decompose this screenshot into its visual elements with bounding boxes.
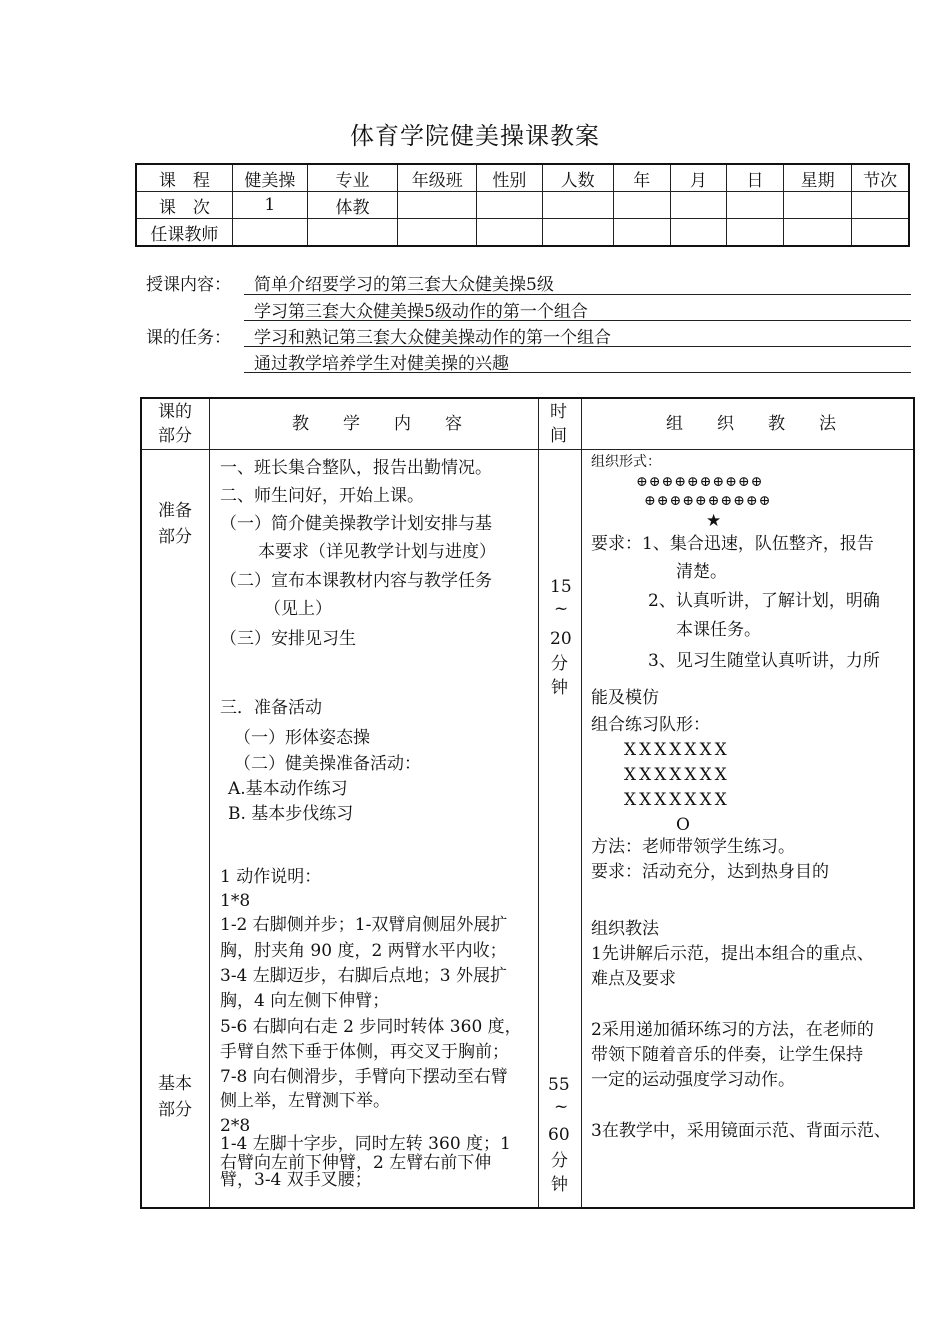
row-divider <box>142 449 913 450</box>
header-table <box>135 163 910 247</box>
formation-row-2: ⊕⊕⊕⊕⊕⊕⊕⊕⊕⊕ <box>644 493 772 509</box>
cell <box>852 192 909 219</box>
task-label: 课的任务： <box>146 328 231 348</box>
header-time-2: 间 <box>550 426 567 446</box>
formation-x-row: XXXXXXX <box>624 790 730 810</box>
prep-time: 20 <box>550 629 572 649</box>
cell: 任课教师 <box>136 219 232 247</box>
formation-x-row: XXXXXXX <box>624 765 730 785</box>
basic-line: 1-2 右脚侧并步；1-双臂肩侧屈外展扩 <box>220 915 508 935</box>
header-content: 教 学 内 容 <box>292 414 462 434</box>
cell <box>784 219 852 247</box>
basic-time: 钟 <box>551 1175 568 1195</box>
basic-line: 2*8 <box>220 1116 251 1136</box>
prep-line: 一、班长集合整队，报告出勤情况。 <box>220 458 492 478</box>
method-line: 1先讲解后示范，提出本组合的重点、 <box>591 944 874 964</box>
prep-label-1: 准备 <box>158 501 192 521</box>
basic-line: 7-8 向右侧滑步，手臂向下摆动至右臂 <box>220 1067 508 1087</box>
cell <box>670 192 726 219</box>
cell <box>542 219 613 247</box>
content-line-1: 简单介绍要学习的第三套大众健美操5级 <box>254 275 554 295</box>
cell: 健美操 <box>232 164 307 192</box>
cell <box>232 219 307 247</box>
cell <box>784 192 852 219</box>
cell <box>307 219 397 247</box>
method-line: 组合练习队形： <box>591 715 710 735</box>
header-time-1: 时 <box>550 402 567 422</box>
header-row-3 <box>136 219 909 247</box>
prep-line: （一）形体姿态操 <box>234 728 370 748</box>
prep-time: ~ <box>554 599 569 619</box>
basic-line: 1*8 <box>220 891 251 911</box>
underline <box>244 320 911 321</box>
method-line: 3在教学中，采用镜面示范、背面示范、 <box>591 1121 891 1141</box>
cell: 年 <box>613 164 670 192</box>
prep-time: 钟 <box>551 678 568 698</box>
cell <box>852 219 909 247</box>
prep-line: A.基本动作练习 <box>228 779 348 799</box>
basic-line: 1-4 左脚十字步，同时左转 360 度；1 <box>220 1134 511 1154</box>
basic-line: 侧上举，左臂测下举。 <box>220 1091 390 1111</box>
method-line: 带领下随着音乐的伴奏，让学生保持 <box>591 1045 863 1065</box>
prep-line: （二）宣布本课教材内容与教学任务 <box>220 571 492 591</box>
cell <box>613 219 670 247</box>
prep-time: 15 <box>550 577 572 597</box>
method-line: 方法：老师带领学生练习。 <box>591 837 795 857</box>
prep-line: （二）健美操准备活动： <box>234 754 421 774</box>
formation-row-1: ⊕⊕⊕⊕⊕⊕⊕⊕⊕⊕ <box>636 474 764 490</box>
cell: 月 <box>670 164 726 192</box>
method-line: 3、见习生随堂认真听讲，力所 <box>648 651 880 671</box>
basic-line: 胸，肘夹角 90 度，2 两臂水平内收； <box>220 941 507 961</box>
col-divider <box>209 399 210 1207</box>
method-line: 能及模仿 <box>591 688 659 708</box>
prep-time: 分 <box>551 654 568 674</box>
cell: 年级班 <box>398 164 477 192</box>
cell: 节次 <box>852 164 909 192</box>
header-part-1: 课的 <box>158 402 192 422</box>
underline <box>244 294 911 295</box>
cell: 1 <box>232 192 307 219</box>
prep-line: （见上） <box>264 599 332 619</box>
basic-line: 臂，3-4 双手叉腰； <box>220 1170 372 1190</box>
cell <box>670 219 726 247</box>
prep-line: （三）安排见习生 <box>220 629 356 649</box>
page-title: 体育学院健美操课教案 <box>350 122 600 150</box>
cell <box>613 192 670 219</box>
prep-line: （一）简介健美操教学计划安排与基 <box>220 514 492 534</box>
basic-line: 右臂向左前下伸臂，2 左臂右前下伸 <box>220 1153 492 1173</box>
cell <box>542 192 613 219</box>
cell: 星期 <box>784 164 852 192</box>
content-label: 授课内容： <box>146 275 231 295</box>
cell <box>477 192 542 219</box>
formation-x-row: XXXXXXX <box>624 740 730 760</box>
teacher-star-icon: ★ <box>706 511 722 531</box>
underline <box>244 346 911 347</box>
method-line: 要求：活动充分，达到热身目的 <box>591 862 829 882</box>
cell <box>477 219 542 247</box>
method-line: 清楚。 <box>676 562 727 582</box>
method-line: 组织教法 <box>591 919 659 939</box>
cell: 课 程 <box>136 164 232 192</box>
underline <box>244 372 911 373</box>
col-divider <box>581 399 582 1207</box>
task-line-1: 学习和熟记第三套大众健美操动作的第一个组合 <box>254 328 611 348</box>
basic-time: ~ <box>554 1097 569 1117</box>
header-method: 组 织 教 法 <box>666 414 836 434</box>
cell <box>398 192 477 219</box>
cell: 人数 <box>542 164 613 192</box>
header-row-2 <box>136 192 909 219</box>
method-line: 2、认真听讲，了解计划，明确 <box>648 591 880 611</box>
basic-line: 胸，4 向左侧下伸臂； <box>220 991 390 1011</box>
cell: 体教 <box>307 192 397 219</box>
basic-line: 5-6 右脚向右走 2 步同时转体 360 度， <box>220 1017 522 1037</box>
method-line: 难点及要求 <box>591 969 676 989</box>
cell: 日 <box>726 164 783 192</box>
header-row-1 <box>136 164 909 192</box>
col-divider <box>538 399 539 1207</box>
cell <box>726 219 783 247</box>
cell: 性别 <box>477 164 542 192</box>
prep-line: 三．准备活动 <box>220 698 322 718</box>
basic-line: 1 动作说明： <box>220 867 322 887</box>
content-line-2: 学习第三套大众健美操5级动作的第一个组合 <box>254 302 588 322</box>
cell <box>398 219 477 247</box>
cell: 课 次 <box>136 192 232 219</box>
basic-time: 分 <box>551 1151 568 1171</box>
method-line: 要求：1、集合迅速，队伍整齐，报告 <box>591 534 874 554</box>
cell: 专业 <box>307 164 397 192</box>
prep-line: B. 基本步伐练习 <box>228 804 354 824</box>
method-line: 本课任务。 <box>676 620 761 640</box>
header-part-2: 部分 <box>158 426 192 446</box>
cell <box>726 192 783 219</box>
prep-line: 本要求（详见教学计划与进度） <box>258 542 496 562</box>
formation-teacher: O <box>676 815 690 835</box>
lesson-table <box>140 397 915 1209</box>
method-form-label: 组织形式： <box>591 454 661 470</box>
basic-line: 3-4 左脚迈步，右脚后点地；3 外展扩 <box>220 966 507 986</box>
prep-label-2: 部分 <box>158 527 192 547</box>
basic-label-1: 基本 <box>158 1074 192 1094</box>
basic-line: 手臂自然下垂于体侧，再交叉于胸前； <box>220 1042 509 1062</box>
prep-line: 二、师生问好，开始上课。 <box>220 486 424 506</box>
method-line: 一定的运动强度学习动作。 <box>591 1070 795 1090</box>
basic-time: 55 <box>548 1075 570 1095</box>
basic-time: 60 <box>548 1125 570 1145</box>
method-line: 2采用递加循环练习的方法，在老师的 <box>591 1020 874 1040</box>
task-line-2: 通过教学培养学生对健美操的兴趣 <box>254 354 509 374</box>
basic-label-2: 部分 <box>158 1100 192 1120</box>
